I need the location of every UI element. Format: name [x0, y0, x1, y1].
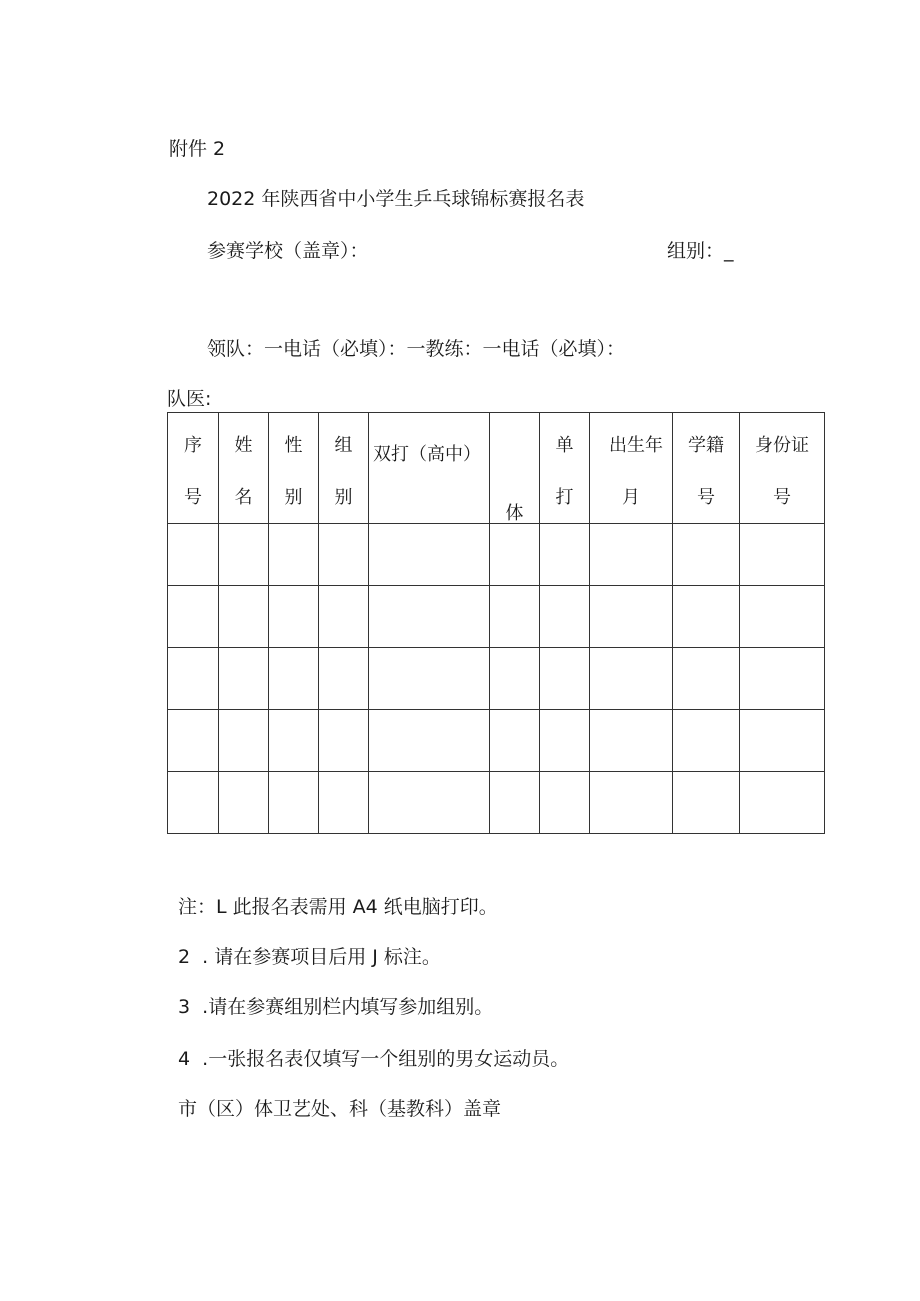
- cell-name[interactable]: [219, 586, 269, 648]
- cell-birth[interactable]: [590, 648, 673, 710]
- cell-seq[interactable]: [168, 586, 219, 648]
- cell-id-number[interactable]: [740, 648, 825, 710]
- school-label: 参赛学校（盖章）：: [207, 240, 369, 262]
- cell-singles[interactable]: [540, 710, 590, 772]
- group-label: 组别：_: [667, 240, 734, 262]
- note-item: 4 .一张报名表仅填写一个组别的男女运动员。: [178, 1048, 570, 1070]
- header-body: 体: [490, 413, 540, 524]
- cell-body[interactable]: [490, 586, 540, 648]
- cell-name[interactable]: [219, 648, 269, 710]
- cell-group[interactable]: [319, 772, 369, 834]
- cell-group[interactable]: [319, 524, 369, 586]
- leader-coach-line: 领队：一电话（必填）：一教练：一电话（必填）：: [207, 338, 626, 360]
- header-seq: 序 号: [168, 413, 219, 524]
- cell-birth[interactable]: [590, 586, 673, 648]
- header-doubles: 双打（高中）: [369, 413, 490, 524]
- cell-gender[interactable]: [269, 710, 319, 772]
- cell-group[interactable]: [319, 586, 369, 648]
- header-school-roll: 学籍 号: [673, 413, 740, 524]
- header-singles: 单 打: [540, 413, 590, 524]
- cell-body[interactable]: [490, 648, 540, 710]
- cell-singles[interactable]: [540, 524, 590, 586]
- cell-doubles[interactable]: [369, 710, 490, 772]
- cell-gender[interactable]: [269, 586, 319, 648]
- cell-id-number[interactable]: [740, 710, 825, 772]
- form-title: 2022 年陕西省中小学生乒乓球锦标赛报名表: [207, 188, 585, 210]
- table-row: [168, 524, 825, 586]
- note-item: 注：L 此报名表需用 A4 纸电脑打印。: [178, 896, 498, 918]
- note-item: 3 .请在参赛组别栏内填写参加组别。: [178, 996, 494, 1018]
- cell-name[interactable]: [219, 710, 269, 772]
- cell-gender[interactable]: [269, 772, 319, 834]
- table-row: [168, 710, 825, 772]
- cell-seq[interactable]: [168, 772, 219, 834]
- cell-gender[interactable]: [269, 648, 319, 710]
- cell-body[interactable]: [490, 524, 540, 586]
- registration-table: [167, 412, 825, 834]
- cell-body[interactable]: [490, 772, 540, 834]
- header-id-number: 身份证 号: [740, 413, 825, 524]
- cell-body[interactable]: [490, 710, 540, 772]
- cell-group[interactable]: [319, 710, 369, 772]
- cell-school-roll[interactable]: [673, 586, 740, 648]
- note-item: 2 . 请在参赛项目后用 J 标注。: [178, 946, 441, 968]
- cell-id-number[interactable]: [740, 772, 825, 834]
- header-group: 组 别: [319, 413, 369, 524]
- table-header-row: [168, 413, 825, 524]
- cell-gender[interactable]: [269, 524, 319, 586]
- cell-birth[interactable]: [590, 524, 673, 586]
- cell-doubles[interactable]: [369, 586, 490, 648]
- table-row: [168, 586, 825, 648]
- header-birth: 出生年 月: [590, 413, 673, 524]
- table-row: [168, 648, 825, 710]
- cell-birth[interactable]: [590, 772, 673, 834]
- cell-doubles[interactable]: [369, 524, 490, 586]
- cell-school-roll[interactable]: [673, 772, 740, 834]
- cell-name[interactable]: [219, 524, 269, 586]
- team-doctor-label: 队医:: [167, 388, 212, 410]
- footer-stamp-line: 市（区）体卫艺处、科（基教科）盖章: [178, 1098, 502, 1120]
- cell-singles[interactable]: [540, 586, 590, 648]
- cell-seq[interactable]: [168, 524, 219, 586]
- attachment-label: 附件 2: [169, 138, 226, 160]
- header-gender: 性 别: [269, 413, 319, 524]
- cell-group[interactable]: [319, 648, 369, 710]
- cell-doubles[interactable]: [369, 648, 490, 710]
- cell-school-roll[interactable]: [673, 648, 740, 710]
- table-row: [168, 772, 825, 834]
- cell-school-roll[interactable]: [673, 710, 740, 772]
- header-name: 姓 名: [219, 413, 269, 524]
- cell-seq[interactable]: [168, 710, 219, 772]
- cell-id-number[interactable]: [740, 586, 825, 648]
- cell-singles[interactable]: [540, 772, 590, 834]
- cell-birth[interactable]: [590, 710, 673, 772]
- cell-seq[interactable]: [168, 648, 219, 710]
- cell-name[interactable]: [219, 772, 269, 834]
- cell-id-number[interactable]: [740, 524, 825, 586]
- cell-doubles[interactable]: [369, 772, 490, 834]
- cell-school-roll[interactable]: [673, 524, 740, 586]
- cell-singles[interactable]: [540, 648, 590, 710]
